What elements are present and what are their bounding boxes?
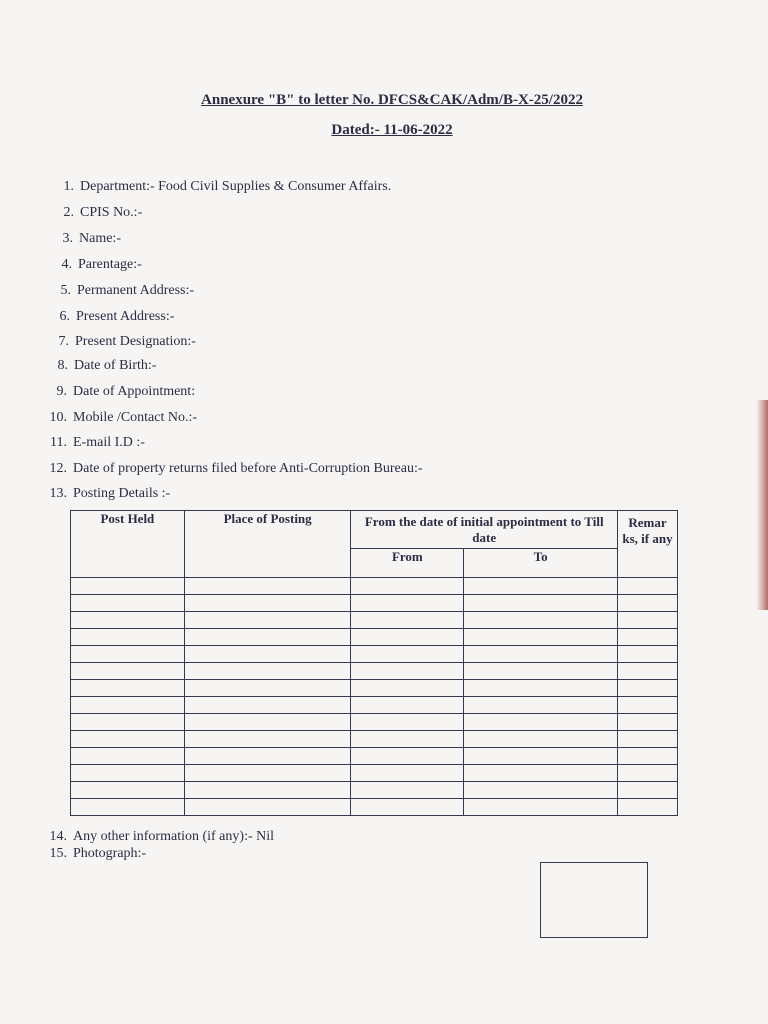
- field-number: 5.: [60, 283, 71, 298]
- table-cell[interactable]: [464, 663, 618, 680]
- table-cell[interactable]: [464, 578, 618, 595]
- field-present-address: [48, 309, 174, 325]
- table-cell[interactable]: [71, 629, 185, 646]
- table-cell[interactable]: [618, 612, 678, 629]
- table-row: [71, 680, 678, 697]
- field-number: 8.: [57, 358, 68, 373]
- table-cell[interactable]: [184, 765, 351, 782]
- field-property-returns: [45, 461, 423, 477]
- table-cell[interactable]: [618, 731, 678, 748]
- field-email: [45, 435, 145, 451]
- photograph-box[interactable]: [540, 862, 648, 938]
- field-label: Parentage:-: [78, 257, 142, 272]
- table-row: [71, 646, 678, 663]
- field-number: 7.: [58, 334, 69, 349]
- table-cell[interactable]: [464, 765, 618, 782]
- field-permanent-address: [49, 283, 194, 299]
- table-cell[interactable]: [464, 629, 618, 646]
- table-cell[interactable]: [184, 731, 351, 748]
- col-to: To: [464, 549, 618, 578]
- table-cell[interactable]: [351, 697, 464, 714]
- table-cell[interactable]: [618, 595, 678, 612]
- field-label: Date of Appointment:: [73, 384, 196, 399]
- table-cell[interactable]: [618, 799, 678, 816]
- table-row: [71, 714, 678, 731]
- field-cpis-no: [52, 205, 142, 221]
- field-label: Any other information (if any):- Nil: [73, 829, 275, 844]
- table-row: [71, 629, 678, 646]
- table-row: [71, 578, 678, 595]
- table-cell[interactable]: [351, 799, 464, 816]
- table-cell[interactable]: [351, 748, 464, 765]
- field-parentage: [50, 257, 142, 273]
- table-cell[interactable]: [464, 612, 618, 629]
- table-cell[interactable]: [71, 765, 185, 782]
- col-remarks: Remar ks, if any: [618, 511, 678, 578]
- table-cell[interactable]: [71, 680, 185, 697]
- table-cell[interactable]: [71, 799, 185, 816]
- table-cell[interactable]: [351, 612, 464, 629]
- table-cell[interactable]: [464, 714, 618, 731]
- table-cell[interactable]: [184, 629, 351, 646]
- table-cell[interactable]: [351, 782, 464, 799]
- table-cell[interactable]: [464, 646, 618, 663]
- table-cell[interactable]: [351, 578, 464, 595]
- table-cell[interactable]: [618, 782, 678, 799]
- field-date-of-birth: [46, 358, 156, 374]
- table-cell[interactable]: [618, 646, 678, 663]
- document-date: Dated:- 11-06-2022: [331, 122, 453, 138]
- table-cell[interactable]: [71, 731, 185, 748]
- field-label: E-mail I.D :-: [73, 435, 145, 450]
- field-name: [51, 231, 121, 247]
- table-cell[interactable]: [71, 646, 185, 663]
- table-cell[interactable]: [464, 697, 618, 714]
- field-mobile: [45, 410, 197, 426]
- table-cell[interactable]: [184, 663, 351, 680]
- field-number: 10.: [49, 410, 67, 425]
- table-cell[interactable]: [351, 663, 464, 680]
- table-cell[interactable]: [464, 782, 618, 799]
- table-cell[interactable]: [464, 680, 618, 697]
- field-number: 14.: [49, 829, 67, 844]
- field-date-of-appointment: [45, 384, 195, 400]
- field-number: 4.: [61, 257, 72, 272]
- table-cell[interactable]: [184, 680, 351, 697]
- table-row: [71, 663, 678, 680]
- col-period: From the date of initial appointment to Till date: [351, 511, 618, 549]
- field-number: 13.: [49, 486, 67, 501]
- field-label: Date of Birth:-: [74, 358, 157, 373]
- table-cell[interactable]: [618, 697, 678, 714]
- table-cell[interactable]: [184, 578, 351, 595]
- field-label: CPIS No.:-: [80, 205, 143, 220]
- table-cell[interactable]: [184, 646, 351, 663]
- table-row: [71, 595, 678, 612]
- posting-details-table: [70, 510, 678, 816]
- table-row: [71, 748, 678, 765]
- field-department: [52, 179, 391, 195]
- table-cell[interactable]: [618, 663, 678, 680]
- table-cell[interactable]: [618, 680, 678, 697]
- table-cell[interactable]: [464, 595, 618, 612]
- table-cell[interactable]: [618, 714, 678, 731]
- table-cell[interactable]: [351, 731, 464, 748]
- table-header-row: [71, 511, 678, 549]
- field-present-designation: [47, 334, 196, 350]
- field-number: 3.: [62, 231, 73, 246]
- col-place-of-posting: Place of Posting: [184, 511, 351, 578]
- table-cell[interactable]: [71, 697, 185, 714]
- field-number: 11.: [50, 435, 67, 450]
- table-cell[interactable]: [71, 595, 185, 612]
- table-cell[interactable]: [464, 748, 618, 765]
- table-row: [71, 799, 678, 816]
- table-cell[interactable]: [71, 714, 185, 731]
- table-cell[interactable]: [71, 663, 185, 680]
- field-number: 12.: [49, 461, 67, 476]
- table-cell[interactable]: [184, 595, 351, 612]
- table-cell[interactable]: [351, 629, 464, 646]
- table-cell[interactable]: [71, 578, 185, 595]
- field-number: 6.: [59, 309, 70, 324]
- table-cell[interactable]: [618, 629, 678, 646]
- table-row: [71, 782, 678, 799]
- table-cell[interactable]: [618, 748, 678, 765]
- table-cell[interactable]: [184, 714, 351, 731]
- table-cell[interactable]: [71, 612, 185, 629]
- field-label: Present Designation:-: [75, 334, 196, 349]
- table-row: [71, 765, 678, 782]
- field-other-information: [45, 829, 274, 845]
- field-label: Name:-: [79, 231, 121, 246]
- field-number: 2.: [63, 205, 74, 220]
- page-edge-shadow: [756, 400, 768, 610]
- table-cell[interactable]: [351, 595, 464, 612]
- table-cell[interactable]: [351, 680, 464, 697]
- table-cell[interactable]: [184, 697, 351, 714]
- table-row: [71, 612, 678, 629]
- field-label: Photograph:-: [73, 846, 147, 861]
- table-cell[interactable]: [184, 782, 351, 799]
- table-cell[interactable]: [351, 765, 464, 782]
- table-cell[interactable]: [464, 799, 618, 816]
- table-cell[interactable]: [184, 748, 351, 765]
- table-cell[interactable]: [71, 782, 185, 799]
- field-label: Permanent Address:-: [77, 283, 195, 298]
- field-label: Present Address:-: [76, 309, 175, 324]
- col-post-held: Post Held: [71, 511, 185, 578]
- table-cell[interactable]: [464, 731, 618, 748]
- table-cell[interactable]: [184, 612, 351, 629]
- table-cell[interactable]: [351, 714, 464, 731]
- table-cell[interactable]: [618, 578, 678, 595]
- table-row: [71, 731, 678, 748]
- col-from: From: [351, 549, 464, 578]
- field-number: 1.: [63, 179, 74, 194]
- table-row: [71, 697, 678, 714]
- table-cell[interactable]: [184, 799, 351, 816]
- table-cell[interactable]: [71, 748, 185, 765]
- field-photograph: [45, 846, 146, 862]
- document-title: Annexure "B" to letter No. DFCS&CAK/Adm/B-X-25/2022: [201, 92, 583, 108]
- table-cell[interactable]: [618, 765, 678, 782]
- field-label: Posting Details :-: [73, 486, 171, 501]
- field-posting-details: [45, 486, 170, 502]
- field-label: Date of property returns filed before Anti-Corruption Bureau:-: [73, 461, 423, 476]
- field-number: 9.: [56, 384, 67, 399]
- table-cell[interactable]: [351, 646, 464, 663]
- field-label: Mobile /Contact No.:-: [73, 410, 198, 425]
- field-label: Department:- Food Civil Supplies & Consumer Affairs.: [80, 179, 392, 194]
- field-number: 15.: [49, 846, 67, 861]
